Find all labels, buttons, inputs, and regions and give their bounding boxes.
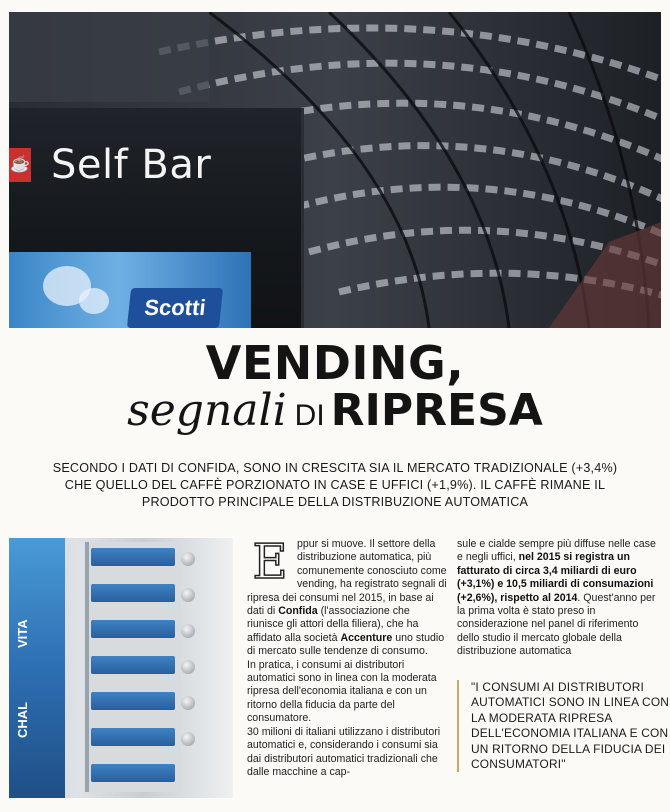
article-paragraph-4: sule e cialde sempre più diffuse nelle case e negli uffici, nel 2015 si registra un fatturato di circa 3,4 miliardi di euro (+3,1%) e 10,5 miliardi di consumazioni (+2,6%), rispetto al 2014. Quest'anno per la prima volta è stato preso in considerazione nel panel di riferimento dello studio il mercato globale della distribuzione automatica [457, 538, 656, 658]
pull-quote: "I CONSUMI AI DISTRIBUTORI AUTOMATICI SONO IN LINEA CON LA MODERATA RIPRESA DELL'ECONOMIA ITALIANA E CON UN RITORNO DELLA FIDUCIA DEI CONSUMATORI" [457, 680, 670, 772]
selection-button [91, 548, 175, 566]
advert-poster [9, 252, 251, 328]
machine-side-panel [9, 538, 65, 798]
knob-icon [181, 552, 195, 566]
article-paragraph-2: In pratica, i consumi ai distributori automatici sono in linea con la moderata ripresa dell'economia italiana e con un ritorno della fiducia da parte del consumatore. [247, 658, 437, 725]
headline-big-word: RIPRESA [330, 385, 543, 436]
side-label-2: CHAL [15, 701, 30, 738]
lead-paragraph: SECONDO I DATI DI CONFIDA, SONO IN CRESCITA SIA IL MERCATO TRADIZIONALE (+3,4%) CHE QUELLO DEL CAFFÈ PORZIONATO IN CASE E UFFICI (+1,9%). IL CAFFÈ RIMANE IL PRODOTTO PRINCIPALE DELLA DISTRIBUZIONE AUTOMATICA [52, 461, 618, 509]
selection-button [91, 620, 175, 638]
selection-button [91, 584, 175, 602]
article-column-2 [457, 538, 659, 659]
sign-text: Self Bar [51, 142, 212, 188]
knob-icon [181, 624, 195, 638]
poster-brand-logo: Scotti [127, 288, 223, 328]
headline-script-word: segnali [127, 385, 287, 436]
side-label: VITA [15, 619, 30, 648]
selection-button [91, 764, 175, 782]
article-paragraph-3: 30 milioni di italiani utilizzano i distributori automatici e, considerando i consumi sia dai distributori automatici tradizionali che dalle macchine a cap- [247, 725, 441, 778]
article-column-1 [247, 534, 448, 779]
knob-icon [181, 588, 195, 602]
selection-button [91, 728, 175, 746]
knob-icon [181, 696, 195, 710]
selection-button [91, 656, 175, 674]
hero-photo [9, 12, 661, 328]
dropcap-letter: E [252, 534, 288, 590]
self-bar-sign [9, 108, 304, 328]
selection-button [91, 692, 175, 710]
headline-line-1: VENDING, [205, 336, 465, 390]
knob-icon [181, 660, 195, 674]
headline-small-word: DI [294, 399, 325, 432]
vending-machine-photo [9, 538, 233, 798]
coffee-cup-icon: ☕ [9, 148, 31, 182]
headline-line-2 [0, 385, 670, 436]
article-paragraph-1: Eppur si muove. Il settore della distribuzione automatica, più comunemente conosciuto come vending, ha registrato segnali di ripresa dei consumi nel 2015, in base ai dati di Confida (l'associazione che riunisce gli attori della filiera), che ha affidato alla società Accenture uno studio di mercato sulle tendenze di consumo. [247, 534, 447, 658]
knob-icon [181, 732, 195, 746]
